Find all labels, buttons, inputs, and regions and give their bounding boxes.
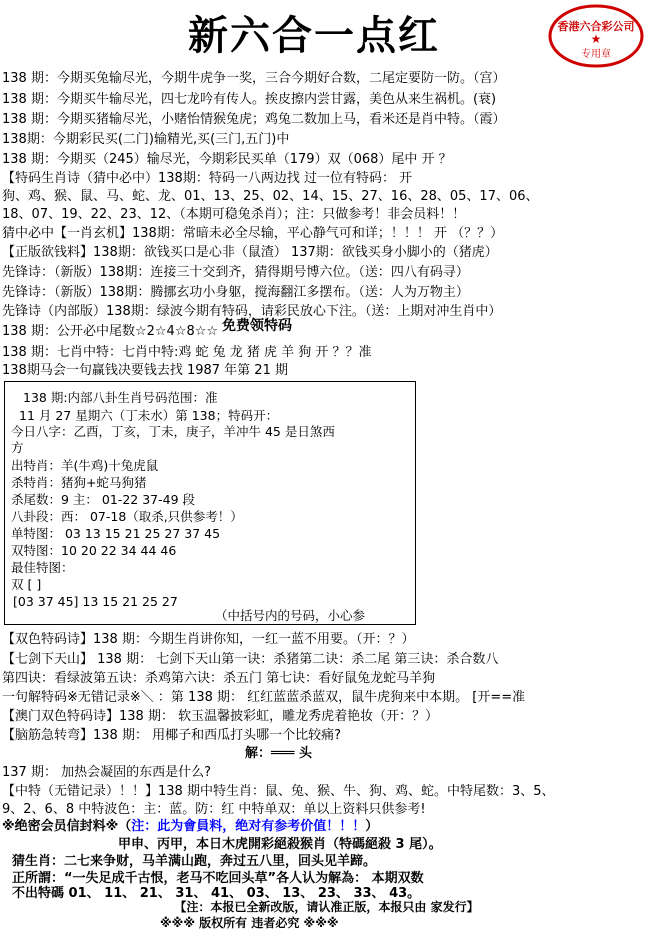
text-line: 138 期：今期买兔输尽光，今期牛虎争一奖，三合今期好合数，二尾定要防一防。（宫） <box>2 71 506 86</box>
box-line: 出特肖：羊(牛鸡)十兔虎鼠 <box>11 458 159 473</box>
box-line: 138 期:内部八卦生肖号码范围：准 <box>23 390 218 405</box>
text-line: 138 期：七肖中特：七肖中特:鸡 蛇 兔 龙 猪 虎 羊 狗 开 ？？准 <box>2 345 372 360</box>
text-line: 先锋诗：（新版）138期：连接三十交到齐，猜得期号博六位。（送：四八有码寻） <box>2 265 469 280</box>
footer-notice: 【注：本报已全新改版，请认准正版，本报只由 家发行】 <box>174 900 479 914</box>
text-line: 猜中必中【一肖玄机】138期：常暗未必全尽输，平心静气可和详；！！！ 开 （？？） <box>2 226 504 241</box>
free-code-heading: 免费领特码 <box>222 318 292 334</box>
text-line: 先锋诗（内部版）138期：绿波今期有特码，请彩民放心下注。（送：上期对冲生肖中） <box>2 304 502 319</box>
text-line: 138 期：今期买（245）输尽光，今期彩民买单（179）双（068）尾中 开 ？ <box>2 152 452 167</box>
box-line: 杀尾数：9 主： 01-22 37-49 段 <box>11 492 195 507</box>
member-notice-highlight: 注：此为會員料，绝对有参考价值！！！ <box>131 819 366 834</box>
text-line: 【七剑下天山】 138 期： 七剑下天山第一诀：杀猪第二诀：杀二尾 第三诀：杀合数八 <box>2 652 499 667</box>
footer-copyright: ※※※ 版权所有 违者必究 ※※※ <box>160 916 339 930</box>
text-line: 138 期：今期买猪输尽光，小赌怡情猴兔虎；鸡兔二数加上马，看米还是肖中特。（霞） <box>2 112 506 127</box>
text-line: 18、07、19、22、23、12、（本期可稳兔杀肖）；注：只做参考！非会员料！！ <box>2 207 466 222</box>
text-line: 【脑筋急转弯】138 期： 用椰子和西瓜打头哪一个比较痛? <box>2 728 341 743</box>
member-notice-suffix: ） <box>365 819 379 834</box>
text-line: 甲申、丙甲，本日木虎開彩絕殺猴肖（特碼絕殺 3 尾）。 <box>118 837 442 852</box>
box-line: 最佳特图： <box>11 560 74 575</box>
box-line: 11 月 27 星期六（丁未水）第 138；特码开： <box>19 408 279 423</box>
riddle-answer: 解：═══ 头 <box>245 746 313 761</box>
box-line: 方 <box>11 440 24 455</box>
text-line: 狗、鸡、猴、鼠、马、蛇、龙、01、13、25、02、14、15、27、16、28、05、17、06、 <box>2 189 539 204</box>
text-line: 9、2、6、8 中特波色：主：蓝。防：红 中特单双：单以上资料只供参考! <box>2 802 426 817</box>
box-line: 单特图： 03 13 15 21 25 27 37 45 <box>11 526 221 541</box>
text-line: 正所謂：“一失足成千古恨，老马不吃回头草”各人认为解為： 本期双数 <box>12 871 424 886</box>
text-line: 138 期：今期买牛输尽光，四七龙吟有传人。挨皮擦内尝甘露，美色从来生祸机。(衰) <box>2 92 497 107</box>
text-line: 【特码生肖诗（猜中必中）138期：特码一八两边找 过一位有特码： 开 <box>2 171 413 186</box>
text-line: 猜生肖：二七来争财，马羊满山跑，奔过五八里，回头见羊蹄。 <box>12 854 377 869</box>
text-line: 137 期： 加热会凝固的东西是什么? <box>2 765 211 780</box>
text-line: 【双色特码诗】138 期：今期生肖讲你知，一红一蓝不用要。（开：？） <box>2 632 415 647</box>
text-line: 138期：今期彩民买(二门)输精光,买(三门,五门)中 <box>2 132 290 147</box>
box-line: [03 37 45] 13 15 21 25 27 <box>13 594 178 609</box>
box-line: 八卦段：西： 07-18（取杀,只供参考！） <box>11 509 243 524</box>
text-line: 一句解特码※无错记录※＼ ：第 138 期： 红红蓝蓝杀蓝双，鼠牛虎狗来中本期。 [开==准 <box>2 690 526 705</box>
svg-text:香港六合彩公司: 香港六合彩公司 <box>557 20 635 33</box>
text-line: 【澳门双色特码诗】138 期： 软玉温馨披彩虹，雕龙秀虎着艳妆（开：？） <box>2 709 439 724</box>
box-line: 双特图：10 20 22 34 44 46 <box>11 543 177 558</box>
text-line: 138期马会一句赢钱决要钱去找 1987 年第 21 期 <box>2 363 288 378</box>
official-seal <box>548 4 644 68</box>
svg-text:★: ★ <box>590 32 602 46</box>
box-line: 双 [ ] <box>11 577 42 592</box>
svg-text:专用章: 专用章 <box>581 49 611 60</box>
inner-info-box <box>4 381 416 625</box>
text-line: 第四诀：看绿波第五诀：杀鸡第六诀：杀五门 第七诀：看好鼠兔龙蛇马羊狗 <box>2 671 436 686</box>
page-title: 新六合一点红 <box>188 12 440 59</box>
member-notice <box>2 818 378 835</box>
text-line: 不出特碼 01、 11、 21、 31、 41、 03、 13、 23、 33、 43。 <box>12 886 421 901</box>
text-line: 【正版欲钱料】138期：欲钱买口是心非（鼠渣） 137期：欲钱买身小脚小的（猪虎） <box>2 245 498 260</box>
box-line: 今日八字：乙酉，丁亥，丁未，庚子，羊冲牛 45 是日煞西 <box>11 424 335 439</box>
box-line: （中括号内的号码，小心参 <box>215 608 366 623</box>
text-line: 先锋诗：（新版）138期：腾挪玄功小身躯，搅海翻江多摆布。（送：人为万物主） <box>2 285 469 300</box>
text-line: 【中特（无错记录）！！】138 期中特生肖：鼠、兔、猴、牛、狗、鸡、蛇。中特尾数：3、5、 <box>2 784 555 799</box>
box-line: 杀特肖：猪狗+蛇马狗猪 <box>11 475 147 490</box>
text-line: 138 期：公开必中尾数☆2☆4☆8☆☆ <box>2 324 219 339</box>
member-notice-prefix: ※绝密会员信封料※（ <box>2 819 132 834</box>
